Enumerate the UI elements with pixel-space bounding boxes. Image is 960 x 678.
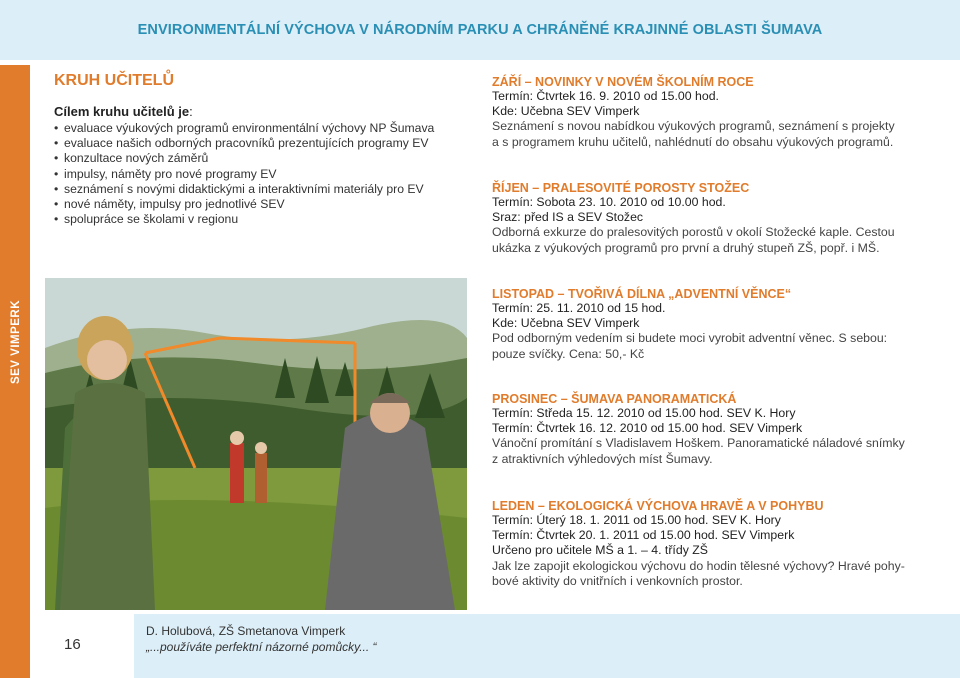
goal-item: • konzultace nových záměrů <box>54 151 474 166</box>
footer-credit: D. Holubová, ZŠ Smetanova Vimperk <box>146 624 346 638</box>
footer-quote: „...používáte perfektní názorné pomůcky... “ <box>146 640 377 654</box>
event-description: Seznámení s novou nabídkou výukových programů, seznámení s projekty <box>492 119 895 134</box>
side-label <box>6 292 26 392</box>
event-prosinec <box>492 392 932 467</box>
header-band <box>0 0 960 60</box>
event-title: LEDEN – EKOLOGICKÁ VÝCHOVA HRAVĚ A V POHYBU <box>492 499 824 513</box>
goal-item: • nové náměty, impulsy pro jednotlivé SEV <box>54 197 474 212</box>
event-title: LISTOPAD – TVOŘIVÁ DÍLNA „ADVENTNÍ VĚNCE“ <box>492 287 792 301</box>
event-description: pouze svíčky. Cena: 50,- Kč <box>492 346 645 361</box>
goal-item: • evaluace našich odborných pracovníků prezentujících programy EV <box>54 136 474 151</box>
event-detail: Termín: Středa 15. 12. 2010 od 15.00 hod. SEV K. Hory <box>492 406 796 420</box>
event-description: Odborná exkurze do pralesovitých porostů v okolí Stožecké kaple. Cestou <box>492 225 895 240</box>
event-detail: Termín: Úterý 18. 1. 2011 od 15.00 hod. SEV K. Hory <box>492 513 781 527</box>
goal-item: • spolupráce se školami v regionu <box>54 212 474 227</box>
event-description: Vánoční promítání s Vladislavem Hoškem. Panoramatické náladové snímky <box>492 436 905 451</box>
goal-item: • impulsy, náměty pro nové programy EV <box>54 167 474 182</box>
event-rijen <box>492 181 932 256</box>
event-title: PROSINEC – ŠUMAVA PANORAMATICKÁ <box>492 392 737 406</box>
event-description: z atraktivních výhledových míst Šumavy. <box>492 451 713 466</box>
event-detail: Kde: Učebna SEV Vimperk <box>492 104 640 119</box>
event-detail: Určeno pro učitele MŠ a 1. – 4. třídy ZŠ <box>492 543 708 558</box>
event-detail: Termín: Čtvrtek 20. 1. 2011 od 15.00 hod. SEV Vimperk <box>492 528 795 543</box>
side-label-text: SEV VIMPERK <box>10 299 22 385</box>
event-title: ŘÍJEN – PRALESOVITÉ POROSTY STOŽEC <box>492 181 750 195</box>
event-detail: Termín: Čtvrtek 16. 9. 2010 od 15.00 hod. <box>492 89 719 103</box>
event-detail: Termín: Čtvrtek 16. 12. 2010 od 15.00 hod. SEV Vimperk <box>492 421 803 436</box>
event-detail: Termín: Sobota 23. 10. 2010 od 10.00 hod. <box>492 195 726 209</box>
outdoor-activity-photo <box>45 278 467 610</box>
event-detail: Sraz: před IS a SEV Stožec <box>492 210 644 225</box>
goals-heading <box>54 104 193 119</box>
event-listopad <box>492 287 932 362</box>
event-leden <box>492 499 932 589</box>
event-description: Jak lze zapojit ekologickou výchovu do hodin tělesné výchovy? Hravé pohy- <box>492 558 905 573</box>
event-description: ukázka z výukových programů pro první a druhý stupeň ZŠ, popř. i MŠ. <box>492 240 880 255</box>
page-header-title: ENVIRONMENTÁLNÍ VÝCHOVA V NÁRODNÍM PARKU A CHRÁNĚNÉ KRAJINNÉ OBLASTI ŠUMAVA <box>137 22 823 38</box>
goals-list <box>54 121 474 227</box>
event-description: bové aktivity do vnitřních i venkovních prostor. <box>492 573 743 588</box>
event-description: Pod odborným vedením si budete moci vyrobit adventní věnec. S sebou: <box>492 331 888 346</box>
goal-item: • evaluace výukových programů environmentální výchovy NP Šumava <box>54 121 474 136</box>
page-number: 16 <box>64 636 81 653</box>
goals-heading-colon: : <box>189 104 193 119</box>
goals-heading-text: Cílem kruhu učitelů je <box>54 104 190 119</box>
event-description: a s programem kruhu učitelů, nahlédnutí do obsahu výukových programů. <box>492 134 894 149</box>
event-detail: Kde: Učebna SEV Vimperk <box>492 316 640 331</box>
event-detail: Termín: 25. 11. 2010 od 15 hod. <box>492 301 666 315</box>
event-zari <box>492 75 932 150</box>
section-title: KRUH UČITELŮ <box>54 72 174 89</box>
event-title: ZÁŘÍ – NOVINKY V NOVÉM ŠKOLNÍM ROCE <box>492 75 754 89</box>
goal-item: • seznámení s novými didaktickými a interaktivními materiály pro EV <box>54 182 474 197</box>
